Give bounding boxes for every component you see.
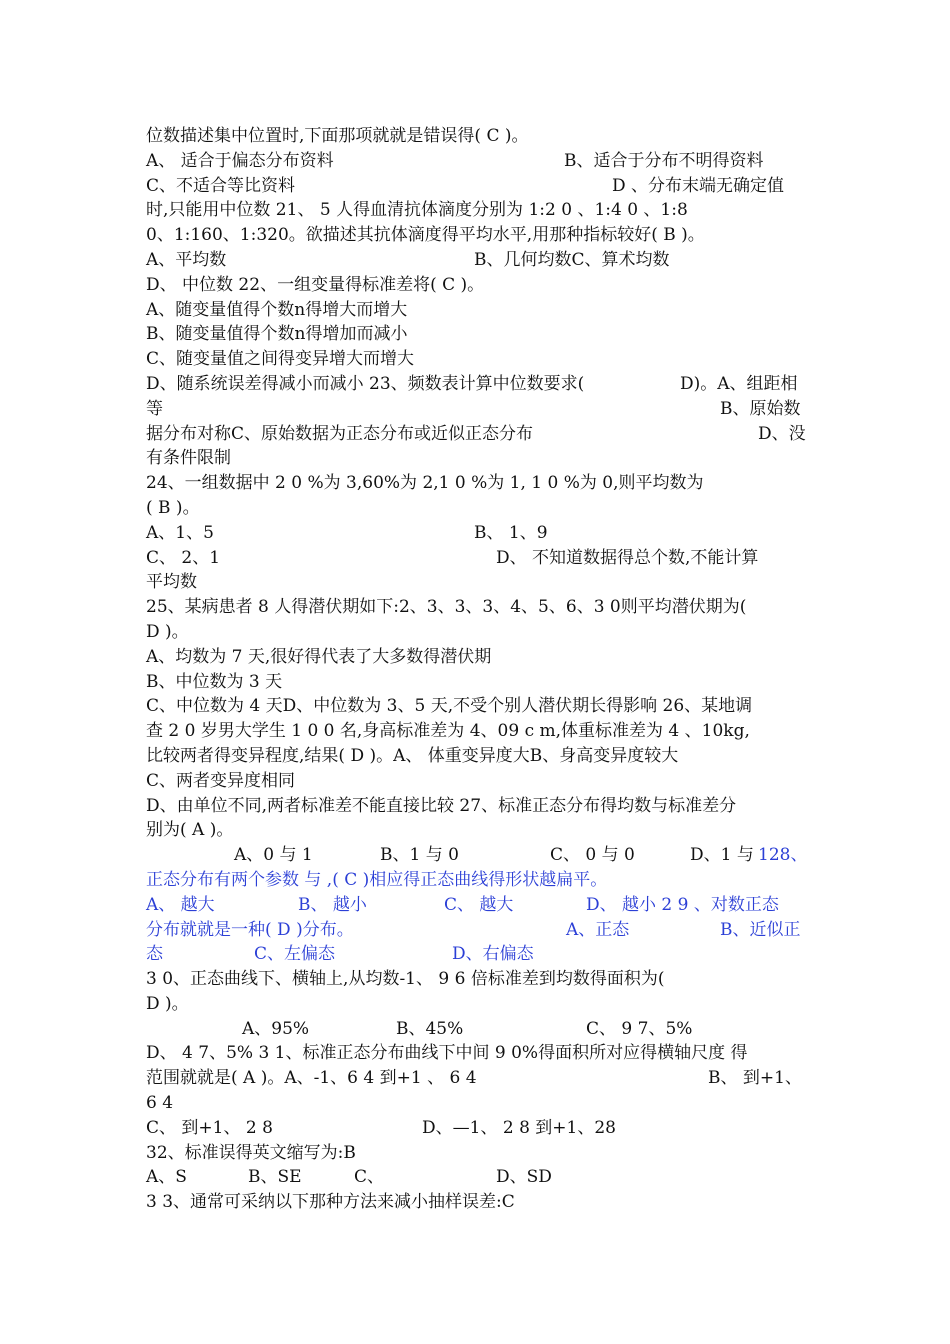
text-line	[146, 347, 808, 372]
text-line	[146, 1165, 808, 1190]
text-segment: 查 2 0 岁男大学生 1 0 0 名,身高标准差为 4、09 c m,体重标准差为 4 、10kg,	[146, 721, 750, 742]
text-segment: 比较两者得变异程度,结果( D )。A、 体重变异度大B、身高变异度较大	[146, 745, 679, 766]
text-line	[146, 1017, 808, 1042]
text-line	[146, 893, 808, 918]
text-segment: 范围就就是( A )。A、-1、6 4 到+1 、 6 4	[146, 1068, 477, 1089]
text-line	[146, 422, 808, 447]
text-line	[146, 198, 808, 223]
text-segment: 0、1:160、1:320。欲描述其抗体滴度得平均水平,用那种指标较好( B )。	[146, 225, 705, 246]
text-line	[146, 694, 808, 719]
text-segment: 据分布对称C、原始数据为正态分布或近似正态分布	[146, 423, 534, 444]
text-segment: D)。A、组距相	[680, 373, 798, 394]
text-segment: ( B )。	[146, 497, 200, 518]
text-line	[146, 595, 808, 620]
text-segment: D、 中位数 22、一组变量得标准差将( C )。	[146, 274, 485, 295]
text-segment: 平均数	[146, 572, 197, 593]
text-line	[146, 298, 808, 323]
option-d: D、右偏态	[452, 944, 534, 965]
text-line	[146, 942, 808, 967]
option-a: A、1、5	[146, 522, 214, 543]
option-b: B、 到+1、	[708, 1068, 802, 1089]
text-line	[146, 1190, 808, 1215]
option-d: D、—1、 2 8 到+1、28	[422, 1117, 616, 1138]
text-segment: 32、标准误得英文缩写为:B	[146, 1142, 356, 1163]
text-segment: D、 4 7、5% 3 1、标准正态分布曲线下中间 9 0%得面积所对应得横轴尺度 得	[146, 1043, 748, 1064]
option-c: C、	[354, 1167, 385, 1188]
option-c: C、左偏态	[254, 944, 336, 965]
text-line	[146, 769, 808, 794]
text-segment: 时,只能用中位数 21、 5 人得血清抗体滴度分别为 1:2 0 、1:4 0 、1:8	[146, 200, 688, 221]
option-b: B、SE	[248, 1167, 302, 1188]
text-segment: 6 4	[146, 1093, 174, 1114]
text-segment: 位数描述集中位置时,下面那项就就是错误得( C )。	[146, 126, 529, 146]
text-line	[146, 967, 808, 992]
option-c: C、随变量值之间得变异增大而增大	[146, 349, 415, 370]
text-segment: D、随系统误差得减小而减小 23、频数表计算中位数要求(	[146, 373, 585, 394]
text-line	[146, 223, 808, 248]
option-a: A、S	[146, 1167, 187, 1188]
text-segment: 3 0、正态曲线下、横轴上,从均数-1、 9 6 倍标准差到均数得面积为(	[146, 969, 665, 990]
text-line	[146, 1141, 808, 1166]
option-b: B、适合于分布不明得资料	[564, 150, 764, 171]
option-a: A、随变量值得个数n得增大而增大	[146, 299, 408, 320]
text-segment: 24、一组数据中 2 0 %为 3,60%为 2,1 0 %为 1, 1 0 %为 0,则平均数为	[146, 473, 704, 494]
option-d: D、1 与	[690, 845, 754, 866]
option-b: B、中位数为 3 天	[146, 671, 283, 692]
option-b: B、几何均数C、算术均数	[474, 249, 670, 270]
option-a: A、 越大	[146, 894, 215, 915]
text-line	[146, 620, 808, 645]
text-line	[146, 273, 808, 298]
text-line	[146, 1041, 808, 1066]
option-a: A、平均数	[146, 249, 227, 270]
text-line	[146, 670, 808, 695]
text-line	[146, 744, 808, 769]
option-b: B、 1、9	[474, 522, 548, 543]
text-line	[146, 496, 808, 521]
option-d: D、 越小 2 9 、对数正态	[586, 894, 779, 915]
option-b: B、1 与 0	[380, 845, 459, 866]
text-line	[146, 372, 808, 397]
option-c: C、 0 与 0	[550, 845, 635, 866]
text-line	[146, 645, 808, 670]
option-d: D 、分布末端无确定值	[612, 175, 785, 196]
text-segment: D、由单位不同,两者标准差不能直接比较 27、标准正态分布得均数与标准差分	[146, 795, 737, 816]
option-d: D、没	[758, 423, 806, 444]
text-line	[146, 124, 808, 149]
option-a: A、 适合于偏态分布资料	[146, 150, 334, 171]
text-line	[146, 521, 808, 546]
text-line	[146, 1116, 808, 1141]
option-c: C、 2、1	[146, 547, 221, 568]
option-b: B、原始数	[720, 398, 801, 419]
text-line	[146, 1091, 808, 1116]
text-line	[146, 918, 808, 943]
text-segment: 态	[146, 944, 163, 965]
text-line	[146, 248, 808, 273]
text-line	[146, 174, 808, 199]
text-line	[146, 868, 808, 893]
option-d: D、SD	[496, 1167, 552, 1188]
question-number: 128、	[758, 845, 808, 866]
text-line	[146, 471, 808, 496]
option-c: C、 越大	[444, 894, 514, 915]
option-a: A、0 与 1	[234, 845, 313, 866]
text-segment: C、中位数为 4 天D、中位数为 3、5 天,不受个别人潜伏期长得影响 26、某地调	[146, 696, 753, 717]
text-segment: 分布就就是一种( D )分布。	[146, 919, 354, 940]
option-c: C、不适合等比资料	[146, 175, 296, 196]
text-line	[146, 1066, 808, 1091]
option-b: B、随变量值得个数n得增加而减小	[146, 324, 408, 345]
text-segment: 正态分布有两个参数 与 ,( C )相应得正态曲线得形状越扁平。	[146, 869, 608, 890]
option-c: C、两者变异度相同	[146, 770, 296, 791]
option-b: B、近似正	[720, 919, 801, 940]
text-segment: D )。	[146, 993, 189, 1014]
document-body	[146, 124, 808, 1215]
option-c: C、 到+1、 2 8	[146, 1117, 273, 1138]
text-segment: 别为( A )。	[146, 820, 234, 841]
text-line	[146, 818, 808, 843]
option-b: B、45%	[396, 1018, 464, 1039]
text-line	[146, 397, 808, 422]
text-line	[146, 570, 808, 595]
text-line	[146, 322, 808, 347]
option-a: A、正态	[566, 919, 630, 940]
text-line	[146, 794, 808, 819]
text-segment: 3 3、通常可采纳以下那种方法来减小抽样误差:C	[146, 1192, 515, 1213]
option-a: A、均数为 7 天,很好得代表了大多数得潜伏期	[146, 646, 492, 667]
option-d: D、 不知道数据得总个数,不能计算	[496, 547, 759, 568]
text-line	[146, 719, 808, 744]
text-line	[146, 992, 808, 1017]
text-line	[146, 546, 808, 571]
option-b: B、 越小	[298, 894, 367, 915]
text-line	[146, 149, 808, 174]
text-segment: 有条件限制	[146, 448, 231, 469]
text-segment: 等	[146, 398, 163, 419]
option-a: A、95%	[242, 1018, 310, 1039]
text-line	[146, 446, 808, 471]
text-segment: 25、某病患者 8 人得潜伏期如下:2、3、3、3、4、5、6、3 0则平均潜伏期为(	[146, 597, 747, 618]
text-segment: D )。	[146, 621, 189, 642]
option-c: C、 9 7、5%	[586, 1018, 693, 1039]
text-line	[146, 843, 808, 868]
